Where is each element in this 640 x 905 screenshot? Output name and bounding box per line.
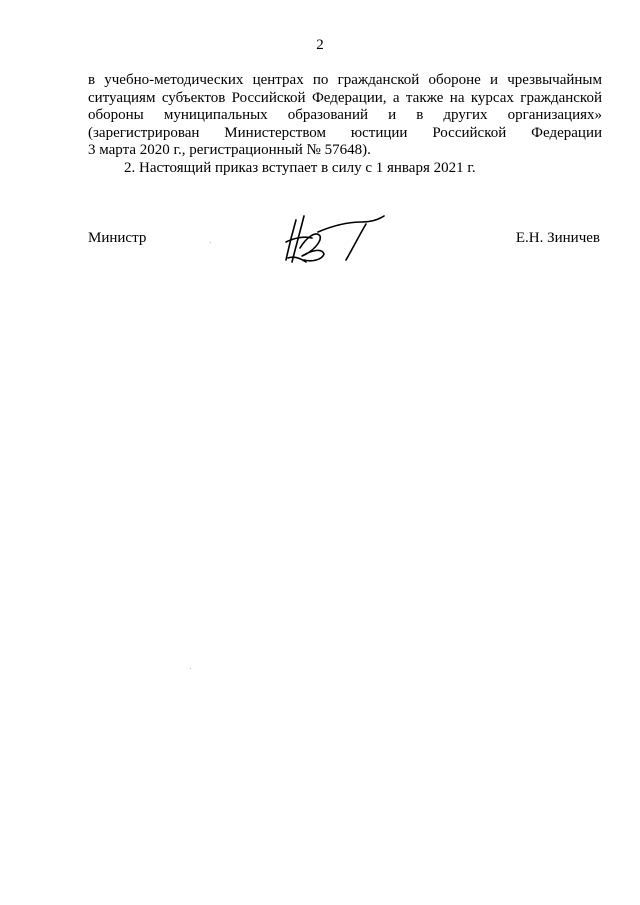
paragraph-1-line-3: обороны муниципальных образований и в других организациях» xyxy=(88,107,602,123)
signatory-title: Министр xyxy=(88,230,147,246)
scan-speck xyxy=(190,668,191,669)
body-text xyxy=(88,72,602,177)
page-number: 2 xyxy=(316,37,324,53)
paragraph-1-line-4: (зарегистрирован Министерством юстиции Российской Федерации xyxy=(88,124,602,141)
handwritten-signature xyxy=(282,208,392,268)
paragraph-1-line-2: ситуациям субъектов Российской Федерации, а также на курсах гражданской xyxy=(88,89,602,106)
signatory-name: Е.Н. Зиничев xyxy=(515,230,600,246)
paragraph-2-line-1: 2. Настоящий приказ вступает в силу с 1 января 2021 г. xyxy=(124,159,476,176)
paragraph-1-line-5: 3 марта 2020 г., регистрационный № 57648). xyxy=(88,142,371,158)
scan-speck xyxy=(210,242,211,243)
paragraph-1-line-1: в учебно-методических центрах по гражданской обороне и чрезвычайным xyxy=(88,72,602,88)
